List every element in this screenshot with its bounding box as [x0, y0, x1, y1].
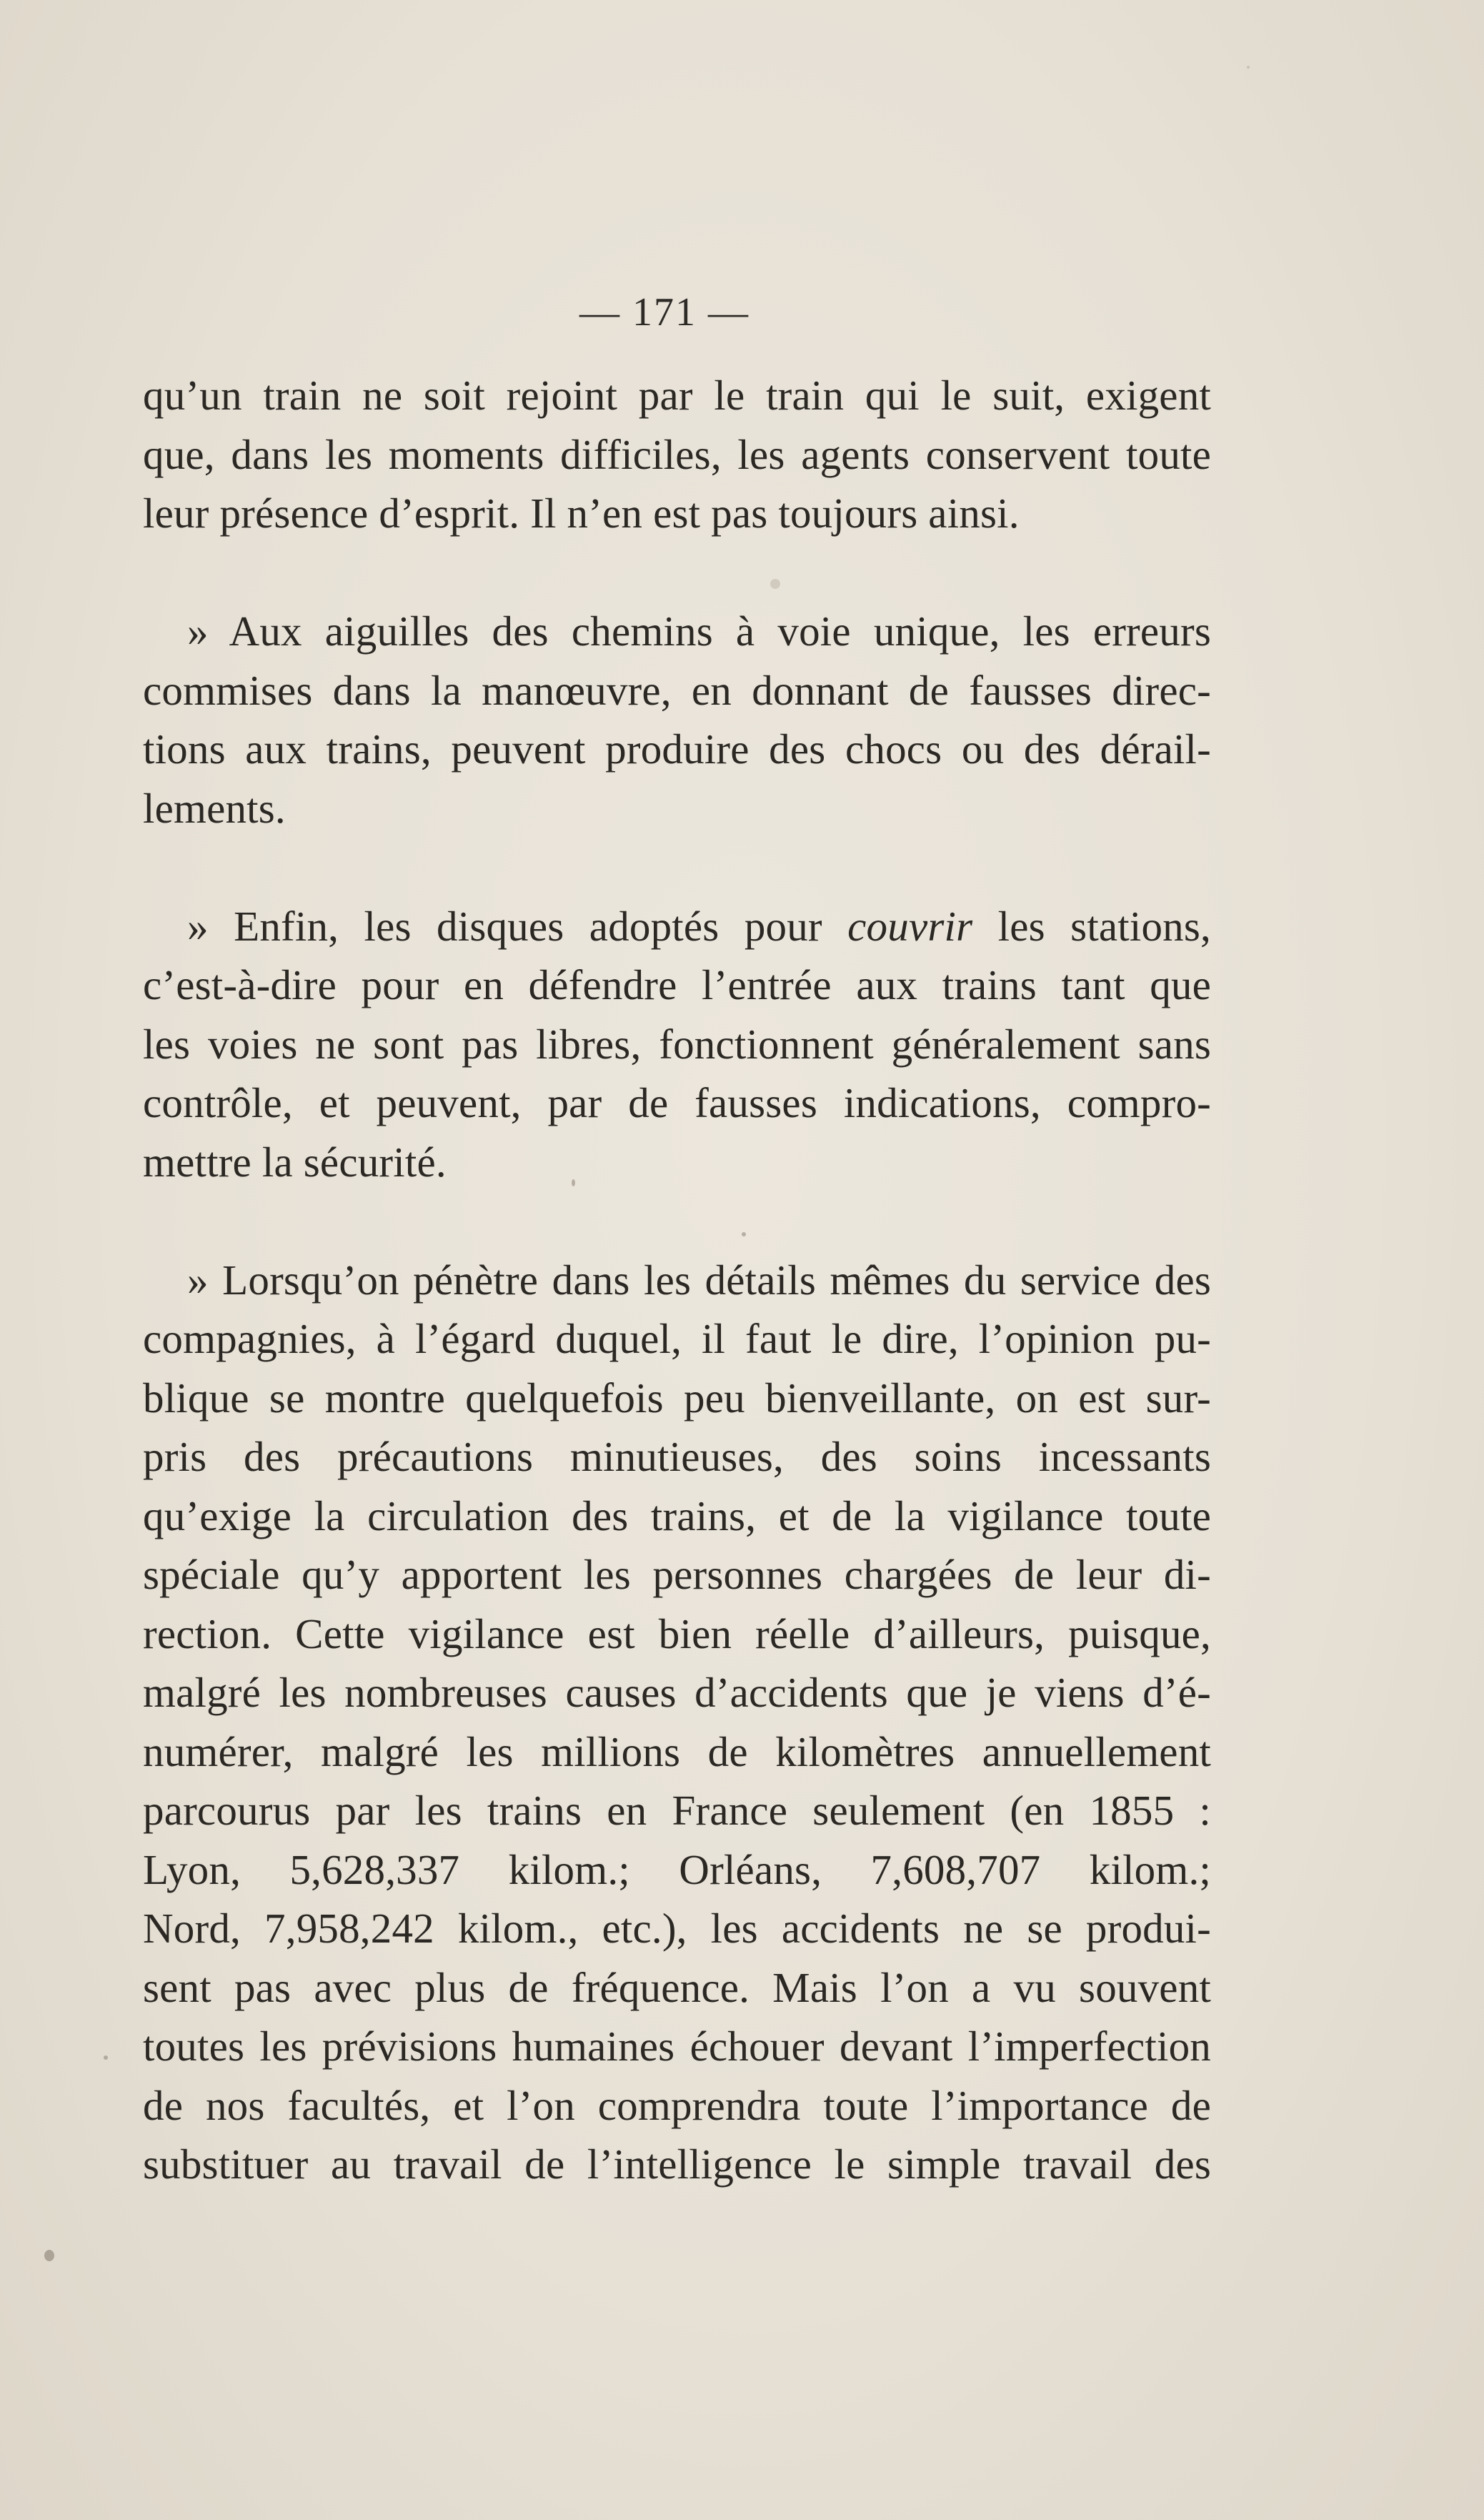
page-number: — 171 — — [579, 290, 750, 334]
text-line: Nord, 7,958,242 kilom., etc.), les accidents ne se produi- — [143, 1905, 1211, 1952]
text-line: Lyon, 5,628,337 kilom.; Orléans, 7,608,707 kilom.; — [143, 1845, 1211, 1893]
text-line: » Aux aiguilles des chemins à voie unique, les erreurs — [187, 607, 1211, 655]
text-line: qu’un train ne soit rejoint par le train qui le suit, exigent — [143, 372, 1211, 419]
text-line: que, dans les moments difficiles, les agents conservent toute — [143, 430, 1211, 478]
paragraph-gap — [143, 838, 1211, 897]
paper-speck — [572, 1179, 575, 1186]
text-line: commises dans la manœuvre, en donnant de fausses direc- — [143, 666, 1211, 714]
body-text — [143, 366, 1211, 2194]
text-line: qu’exige la circulation des trains, et de la vigilance toute — [143, 1492, 1211, 1539]
text-segment: » Enfin, les disques adoptés pour — [187, 902, 848, 950]
text-line: numérer, malgré les millions de kilomètres annuellement — [143, 1727, 1211, 1775]
paper-speck — [742, 1232, 746, 1236]
italic-word: couvrir — [847, 902, 973, 950]
text-line: leur présence d’esprit. Il n’en est pas toujours ainsi. — [143, 490, 1020, 537]
text-line: tions aux trains, peuvent produire des chocs ou des dérail- — [143, 725, 1211, 773]
text-line: de nos facultés, et l’on comprendra toute l’importance de — [143, 2081, 1211, 2129]
text-line: c’est-à-dire pour en défendre l’entrée aux trains tant que — [143, 961, 1211, 1008]
text-line: parcourus par les trains en France seulement (en 1855 : — [143, 1787, 1211, 1834]
text-line: lements. — [143, 784, 286, 832]
text-line: pris des précautions minutieuses, des soins incessants — [143, 1433, 1211, 1480]
text-line: toutes les prévisions humaines échouer devant l’imperfection — [143, 2023, 1211, 2070]
text-line: blique se montre quelquefois peu bienveillante, on est sur- — [143, 1374, 1211, 1422]
paragraph-gap — [143, 1191, 1211, 1251]
paragraph-gap — [143, 543, 1211, 602]
text-line: malgré les nombreuses causes d’accidents que je viens d’é- — [143, 1669, 1211, 1716]
text-line: substituer au travail de l’intelligence le simple travail des — [143, 2140, 1211, 2188]
text-line — [143, 897, 1211, 956]
text-segment: les stations, — [972, 902, 1211, 950]
text-line: sent pas avec plus de fréquence. Mais l’on a vu souvent — [143, 1963, 1211, 2011]
paper-speck — [770, 579, 780, 589]
text-line: les voies ne sont pas libres, fonctionnent généralement sans — [143, 1020, 1211, 1068]
paper-speck — [104, 2055, 108, 2060]
text-line: compagnies, à l’égard duquel, il faut le dire, l’opinion pu- — [143, 1315, 1211, 1362]
text-line: contrôle, et peuvent, par de fausses indications, compro- — [143, 1079, 1211, 1126]
text-line: mettre la sécurité. — [143, 1138, 447, 1186]
text-line: rection. Cette vigilance est bien réelle d’ailleurs, puisque, — [143, 1609, 1211, 1657]
text-line: spéciale qu’y apportent les personnes chargées de leur di- — [143, 1551, 1211, 1598]
text-line: » Lorsqu’on pénètre dans les détails mêmes du service des — [187, 1256, 1211, 1304]
paper-speck — [44, 2250, 54, 2261]
paper-speck — [1247, 66, 1250, 69]
